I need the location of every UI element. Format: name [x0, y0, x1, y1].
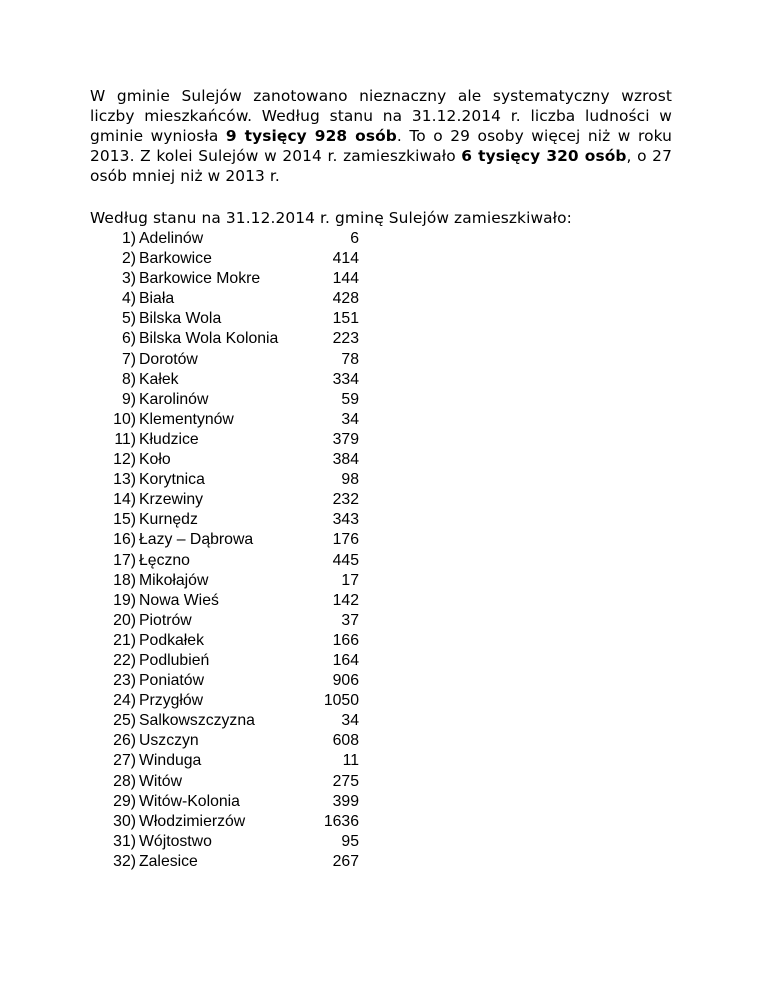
list-item: [90, 510, 672, 530]
list-item: [90, 591, 672, 611]
list-item: [90, 711, 672, 731]
list-item: [90, 329, 672, 349]
list-item-number: 17): [113, 551, 136, 569]
list-item: [90, 852, 672, 872]
list-item-village-name: Przygłów: [139, 692, 204, 710]
gmina-population-bold: 9 tysięcy 928 osób: [225, 127, 397, 145]
list-item: [90, 751, 672, 771]
list-item-village-name: Biała: [139, 290, 175, 308]
list-item-number: 27): [113, 752, 136, 770]
list-item-village-name: Bilska Wola: [139, 310, 222, 328]
list-item-population: 906: [332, 672, 359, 690]
list-item: [90, 832, 672, 852]
list-item-village-name: Adelinów: [139, 230, 204, 247]
list-item-population: 166: [332, 631, 359, 649]
list-item-number: 30): [113, 812, 136, 830]
list-item-number: 26): [113, 732, 136, 750]
list-item-population: 95: [341, 832, 359, 850]
list-item: [90, 249, 672, 269]
list-item-number: 6): [121, 330, 136, 348]
list-item: [90, 651, 672, 671]
list-item-village-name: Karolinów: [139, 390, 209, 408]
list-item-village-name: Dorotów: [139, 350, 198, 368]
list-item-number: 4): [121, 290, 136, 308]
list-item-population: 78: [341, 350, 359, 368]
list-item-population: 17: [341, 571, 359, 589]
list-item: [90, 571, 672, 591]
list-item: [90, 691, 672, 711]
list-item-village-name: Podlubień: [139, 651, 210, 669]
list-item-number: 13): [113, 471, 136, 489]
list-heading: Według stanu na 31.12.2014 r. gminę Sulejów zamieszkiwało:: [90, 209, 572, 227]
list-item: [90, 530, 672, 550]
list-item: [90, 671, 672, 691]
list-item-population: 399: [332, 792, 359, 810]
intro-text-3: , o 27 osób mniej niż w 2013 r.: [90, 147, 672, 185]
intro-text-2: . To o 29 osoby więcej niż w roku 2013. Z kolei Sulejów w 2014 r. zamieszkiwało: [90, 127, 672, 165]
list-item-village-name: Nowa Wieś: [139, 591, 219, 609]
list-item-village-name: Krzewiny: [139, 491, 204, 509]
list-item-village-name: Barkowice: [139, 250, 212, 268]
list-item-village-name: Kurnędz: [139, 511, 198, 529]
list-item-village-name: Mikołajów: [139, 571, 209, 589]
list-item: [90, 309, 672, 329]
list-item-number: 19): [113, 591, 136, 609]
list-item-population: 275: [332, 772, 359, 790]
list-item-population: 98: [341, 471, 359, 489]
list-item-population: 334: [332, 370, 359, 388]
list-item-village-name: Wójtostwo: [139, 832, 212, 850]
list-item-population: 59: [341, 390, 359, 408]
list-item-population: 151: [332, 310, 359, 328]
list-item-number: 11): [114, 430, 136, 448]
list-item-population: 343: [332, 511, 359, 529]
list-item-population: 144: [332, 270, 359, 288]
list-item-population: 34: [341, 712, 359, 730]
list-item: [90, 289, 672, 309]
list-item-village-name: Poniatów: [139, 672, 204, 690]
list-item-number: 31): [113, 832, 136, 850]
list-item-number: 25): [113, 712, 136, 730]
village-population-list: [90, 229, 672, 872]
list-item-population: 176: [332, 531, 359, 549]
list-item-village-name: Łazy – Dąbrowa: [139, 531, 254, 549]
list-item-population: 445: [332, 551, 359, 569]
list-item-population: 379: [332, 430, 359, 448]
list-item-population: 11: [342, 752, 359, 770]
intro-text-1: W gminie Sulejów zanotowano nieznaczny ale systematyczny wzrost liczby mieszkańców. Według stanu na 31.12.2014 r. liczba ludności w gminie wyniosła: [90, 87, 672, 145]
list-item: [90, 269, 672, 289]
list-item: [90, 229, 672, 249]
intro-paragraph: [90, 86, 672, 186]
list-item: [90, 611, 672, 631]
list-item-number: 18): [113, 571, 136, 589]
list-item-village-name: Barkowice Mokre: [139, 270, 261, 288]
list-item-number: 2): [121, 250, 136, 268]
list-item-village-name: Zalesice: [139, 852, 198, 870]
list-item-number: 14): [113, 491, 136, 509]
list-item-population: 1050: [323, 692, 359, 710]
list-item: [90, 430, 672, 450]
list-item: [90, 370, 672, 390]
list-item: [90, 490, 672, 510]
document-page: [90, 86, 672, 872]
list-item-number: 21): [113, 631, 136, 649]
list-item-population: 232: [332, 491, 359, 509]
list-item-number: 23): [113, 672, 136, 690]
list-item: [90, 772, 672, 792]
list-item-village-name: Bilska Wola Kolonia: [139, 330, 279, 348]
list-item-population: 223: [332, 330, 359, 348]
list-item: [90, 792, 672, 812]
list-item: [90, 631, 672, 651]
list-item-number: 16): [113, 531, 136, 549]
list-item-population: 37: [341, 611, 359, 629]
list-item-village-name: Podkałek: [139, 631, 204, 649]
list-item-population: 414: [332, 250, 359, 268]
list-item-population: 6: [350, 230, 359, 247]
list-item-number: 7): [121, 350, 136, 368]
list-item-number: 15): [113, 511, 136, 529]
list-item-number: 24): [113, 692, 136, 710]
list-item-village-name: Witów: [139, 772, 183, 790]
list-item-number: 20): [113, 611, 136, 629]
list-item: [90, 410, 672, 430]
list-item-number: 29): [113, 792, 136, 810]
list-item-number: 1): [121, 230, 136, 247]
list-item-village-name: Salkowszczyzna: [139, 712, 255, 730]
list-item-population: 34: [341, 410, 359, 428]
list-item-population: 267: [332, 852, 359, 870]
list-item-number: 12): [113, 451, 136, 469]
list-item-population: 428: [332, 290, 359, 308]
list-item-number: 8): [121, 370, 136, 388]
list-item: [90, 470, 672, 490]
list-item-village-name: Koło: [139, 451, 171, 469]
list-item-number: 10): [113, 410, 136, 428]
list-item: [90, 731, 672, 751]
list-item: [90, 551, 672, 571]
list-item-population: 142: [332, 591, 359, 609]
town-population-bold: 6 tysięcy 320 osób: [461, 147, 627, 165]
list-item-village-name: Piotrów: [139, 611, 192, 629]
list-item: [90, 350, 672, 370]
list-item-village-name: Kłudzice: [139, 430, 199, 448]
list-item-number: 32): [113, 852, 136, 870]
list-item-village-name: Uszczyn: [139, 732, 199, 750]
list-item-population: 384: [332, 451, 359, 469]
list-item-population: 1636: [323, 812, 359, 830]
list-item: [90, 450, 672, 470]
list-item-number: 22): [113, 651, 136, 669]
list-item: [90, 390, 672, 410]
list-item-population: 608: [332, 732, 359, 750]
list-item-village-name: Łęczno: [139, 551, 190, 569]
list-item-village-name: Winduga: [139, 752, 202, 770]
list-item-population: 164: [332, 651, 359, 669]
list-item-number: 5): [121, 310, 136, 328]
list-item-village-name: Korytnica: [139, 471, 205, 489]
list-item-village-name: Klementynów: [139, 410, 234, 428]
list-item-number: 28): [113, 772, 136, 790]
list-item-number: 9): [121, 390, 136, 408]
list-item-village-name: Witów-Kolonia: [139, 792, 240, 810]
list-item-village-name: Kałek: [139, 370, 179, 388]
list-item-number: 3): [121, 270, 136, 288]
list-item-village-name: Włodzimierzów: [139, 812, 246, 830]
list-item: [90, 812, 672, 832]
